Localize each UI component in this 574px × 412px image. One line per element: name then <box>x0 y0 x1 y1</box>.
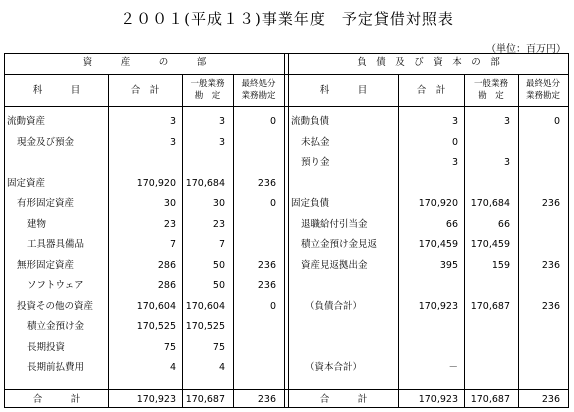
right-row-label: 預り金 <box>301 157 330 168</box>
balance-sheet-table <box>4 53 569 408</box>
left-row-label: ソフトウェア <box>27 280 84 291</box>
right-row-general: 3 <box>503 157 510 168</box>
left-row-general: 170,684 <box>185 177 225 189</box>
right-row-total: 0 <box>451 136 458 148</box>
right-row-label: 固定負債 <box>291 198 330 209</box>
left-row-label: 工具器具備品 <box>27 239 85 250</box>
header-top-line <box>5 74 568 75</box>
right-row-label: （負債合計） <box>305 300 363 312</box>
left-col-general-header-2: 勘 定 <box>194 91 221 101</box>
left-row-general: 75 <box>212 341 225 353</box>
left-row-label: 無形固定資産 <box>17 259 75 271</box>
right-row-label: 未払金 <box>301 136 330 148</box>
left-row-total: 170,525 <box>136 321 176 332</box>
left-row-label: 建物 <box>27 218 47 230</box>
header-bottom-line <box>5 106 568 107</box>
left-total-label: 合 計 <box>32 394 81 405</box>
left-col-total-header: 合 計 <box>130 85 160 96</box>
left-total-general: 170,687 <box>185 394 225 405</box>
liabilities-section-header: 負 債 及 び 資 本 の 部 <box>357 57 500 68</box>
left-row-label: 有形固定資産 <box>17 198 75 209</box>
left-row-total: 4 <box>169 362 176 373</box>
right-col-general-header-2: 勘 定 <box>478 91 504 101</box>
right-col-final-header-2: 業務勘定 <box>525 91 560 101</box>
left-row-total: 170,920 <box>136 177 176 189</box>
left-row-general: 7 <box>218 239 225 250</box>
right-row-final: 236 <box>541 300 560 312</box>
right-row-total: 170,459 <box>418 239 458 250</box>
right-row-general: 170,684 <box>470 198 510 209</box>
right-row-label: （資本合計） <box>305 362 363 373</box>
right-row-final: 0 <box>553 116 560 127</box>
right-row-general: 159 <box>491 259 510 271</box>
total-row-top-line <box>5 389 568 390</box>
right-row-total: 3 <box>451 116 458 127</box>
right-row-label: 積立金預け金見返 <box>301 239 378 250</box>
left-row-total: 7 <box>169 239 176 250</box>
right-row-total: － <box>448 362 458 373</box>
right-row-general: 3 <box>503 116 510 127</box>
right-total-label: 合 計 <box>319 394 368 405</box>
left-row-total: 23 <box>163 218 176 230</box>
left-row-final: 0 <box>269 116 276 127</box>
right-total-total: 170,923 <box>418 394 458 405</box>
left-row-total: 170,604 <box>136 300 176 312</box>
left-row-label: 投資その他の資産 <box>17 300 94 312</box>
left-row-final: 236 <box>257 259 276 271</box>
left-row-total: 286 <box>157 280 176 291</box>
left-row-general: 50 <box>212 259 225 271</box>
left-row-total: 30 <box>163 198 176 209</box>
right-col-item-header: 科 目 <box>319 85 368 96</box>
left-row-general: 170,525 <box>185 321 225 332</box>
right-row-general: 170,687 <box>470 300 510 312</box>
left-row-general: 3 <box>218 116 225 127</box>
right-row-general: 170,459 <box>470 239 510 250</box>
left-row-general: 30 <box>212 198 225 209</box>
left-row-total: 286 <box>157 259 176 271</box>
left-col-final-header-1: 最終処分 <box>241 79 276 89</box>
right-row-final: 236 <box>541 198 560 209</box>
left-row-label: 現金及び預金 <box>17 136 75 148</box>
left-row-general: 4 <box>218 362 225 373</box>
left-row-general: 50 <box>212 280 225 291</box>
left-col-item-header: 科 目 <box>32 85 81 96</box>
left-row-total: 75 <box>163 341 176 353</box>
left-total-final: 236 <box>257 394 276 405</box>
right-row-label: 資産見返拠出金 <box>301 259 368 271</box>
assets-section-header: 資 産 の 部 <box>82 57 207 68</box>
right-row-label: 流動負債 <box>291 116 330 127</box>
left-row-label: 長期投資 <box>27 341 66 353</box>
right-row-total: 66 <box>445 218 458 230</box>
right-row-total: 170,920 <box>418 198 458 209</box>
document-title: ２００１(平成１３)事業年度 予定貸借対照表 <box>120 10 454 28</box>
left-row-total: 3 <box>169 136 176 148</box>
right-row-total: 170,923 <box>418 300 458 312</box>
left-row-label: 流動資産 <box>7 116 46 127</box>
right-row-general: 66 <box>497 218 510 230</box>
left-row-total: 3 <box>169 116 176 127</box>
right-row-total: 395 <box>439 259 458 271</box>
left-row-final: 0 <box>269 198 276 209</box>
right-total-general: 170,687 <box>470 394 510 405</box>
left-total-total: 170,923 <box>136 394 176 405</box>
right-total-final: 236 <box>541 394 560 405</box>
left-row-general: 170,604 <box>185 300 225 312</box>
left-col-general-header-1: 一般業務 <box>190 79 225 89</box>
left-row-label: 積立金預け金 <box>27 321 85 332</box>
right-col-final-header-1: 最終処分 <box>525 79 560 89</box>
right-row-final: 236 <box>541 259 560 271</box>
left-row-final: 236 <box>257 177 276 189</box>
left-row-final: 236 <box>257 280 276 291</box>
left-row-general: 3 <box>218 136 225 148</box>
left-row-label: 固定資産 <box>7 177 46 189</box>
left-row-final: 0 <box>269 300 276 312</box>
left-row-general: 23 <box>212 218 225 230</box>
right-col-general-header-1: 一般業務 <box>473 79 508 89</box>
unit-label: （単位：百万円） <box>486 44 566 55</box>
left-col-final-header-2: 業務勘定 <box>241 91 276 101</box>
left-row-label: 長期前払費用 <box>27 362 85 373</box>
right-row-total: 3 <box>451 157 458 168</box>
right-row-label: 退職給付引当金 <box>301 218 368 230</box>
right-col-total-header: 合 計 <box>416 85 446 96</box>
